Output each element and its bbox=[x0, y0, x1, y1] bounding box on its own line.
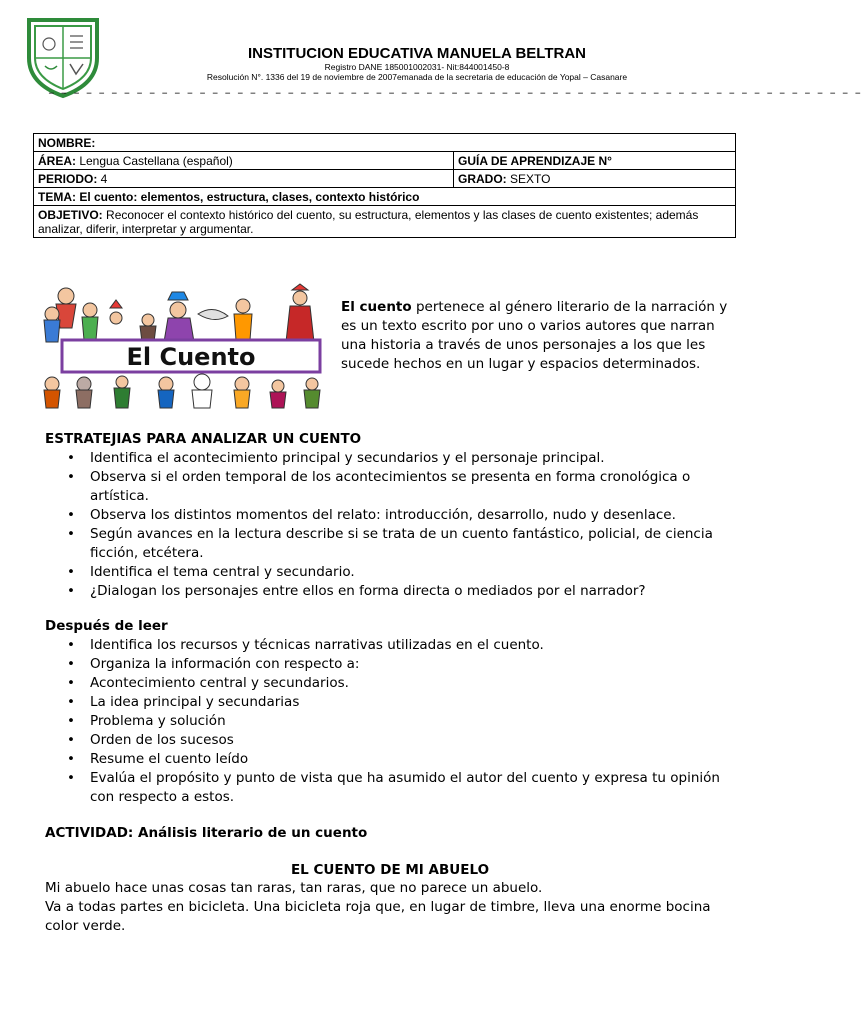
row-objetivo bbox=[34, 206, 736, 238]
bullet-icon: • bbox=[67, 713, 75, 729]
nombre-cell[interactable] bbox=[34, 134, 736, 152]
nombre-label: NOMBRE: bbox=[38, 136, 96, 150]
story-title: EL CUENTO DE MI ABUELO bbox=[290, 862, 490, 878]
row-nombre bbox=[34, 134, 736, 152]
resolution-line: Resolución N°. 1336 del 19 de noviembre de 2007emanada de la secretaria de educación de Yopal – Casanare bbox=[206, 72, 628, 82]
list-item: • Orden de los sucesos bbox=[67, 732, 234, 748]
list-item: • Observa si el orden temporal de los acontecimientos se presenta en forma cronológica o artística. bbox=[67, 469, 691, 504]
list-item: • Resume el cuento leído bbox=[67, 751, 249, 767]
character-figures bbox=[44, 284, 314, 342]
guia-label: GUÍA DE APRENDIZAJE N° bbox=[458, 154, 612, 168]
student-info-table bbox=[33, 133, 736, 238]
bullet-icon: • bbox=[67, 564, 75, 580]
list-item: • Según avances en la lectura describe si se trata de un cuento fantástico, policial, de ciencia ficción, etcétera. bbox=[67, 526, 713, 561]
grado-label: GRADO: bbox=[458, 172, 507, 186]
bullet-icon: • bbox=[67, 469, 75, 485]
story-paragraph: Mi abuelo hace unas cosas tan raras, tan raras, que no parece un abuelo. bbox=[45, 880, 543, 896]
story-paragraph: Va a todas partes en bicicleta. Una bicicleta roja que, en lugar de timbre, lleva una enorme bocina color verde. bbox=[45, 899, 711, 934]
tema-value: El cuento: elementos, estructura, clases, contexto histórico bbox=[76, 190, 420, 204]
tema-label: TEMA: bbox=[38, 190, 76, 204]
objetivo-label: OBJETIVO: bbox=[38, 208, 103, 222]
institution-name: INSTITUCION EDUCATIVA MANUELA BELTRAN bbox=[247, 45, 587, 62]
list-item: • Observa los distintos momentos del relato: introducción, desarrollo, nudo y desenlace. bbox=[67, 507, 676, 523]
row-area bbox=[34, 152, 736, 170]
bullet-icon: • bbox=[67, 656, 75, 672]
bullet-icon: • bbox=[67, 675, 75, 691]
bullet-icon: • bbox=[67, 732, 75, 748]
guia-cell bbox=[454, 152, 736, 170]
row-periodo bbox=[34, 170, 736, 188]
tema-cell bbox=[34, 188, 736, 206]
story-body bbox=[45, 879, 735, 936]
bullet-icon: • bbox=[67, 637, 75, 653]
strategies-section bbox=[45, 430, 735, 601]
list-item: • Organiza la información con respecto a: bbox=[67, 656, 360, 672]
periodo-label: PERIODO: bbox=[38, 172, 98, 186]
after-reading-list bbox=[45, 636, 735, 807]
bullet-icon: • bbox=[67, 526, 75, 542]
grado-cell bbox=[454, 170, 736, 188]
list-item: • La idea principal y secundarias bbox=[67, 694, 300, 710]
bullet-icon: • bbox=[67, 507, 75, 523]
list-item: • Problema y solución bbox=[67, 713, 226, 729]
bullet-icon: • bbox=[67, 583, 75, 599]
objetivo-value: Reconocer el contexto histórico del cuento, su estructura, elementos y las clases de cuento existentes; además analizar, diferir, interpretar y argumentar. bbox=[38, 208, 699, 236]
grado-value: SEXTO bbox=[506, 172, 551, 186]
list-item: • Identifica los recursos y técnicas narrativas utilizadas en el cuento. bbox=[67, 637, 544, 653]
objetivo-cell bbox=[34, 206, 736, 238]
list-item: • ¿Dialogan los personajes entre ellos en forma directa o mediados por el narrador? bbox=[67, 583, 646, 599]
after-reading-section bbox=[45, 617, 735, 807]
bullet-icon: • bbox=[67, 770, 75, 786]
after-reading-heading: Después de leer bbox=[45, 618, 168, 634]
list-item: • Acontecimiento central y secundarios. bbox=[67, 675, 349, 691]
cuento-definition-term: El cuento bbox=[341, 299, 412, 315]
bullet-icon: • bbox=[67, 450, 75, 466]
area-value: Lengua Castellana (español) bbox=[76, 154, 233, 168]
strategies-heading: ESTRATEJIAS PARA ANALIZAR UN CUENTO bbox=[45, 431, 362, 447]
activity-heading: ACTIVIDAD: Análisis literario de un cuento bbox=[45, 825, 368, 841]
bullet-icon: • bbox=[67, 751, 75, 767]
periodo-cell bbox=[34, 170, 454, 188]
area-cell bbox=[34, 152, 454, 170]
dashed-separator: – – – – – – – – – – – – – – – – – – – – – – – – – – – – – – – – – – – – – – – – – – – – – – – – – – – – – – – – – – – – – – – – – bbox=[48, 88, 861, 100]
el-cuento-illustration bbox=[38, 284, 328, 412]
strategies-list bbox=[45, 449, 735, 601]
list-item: • Identifica el tema central y secundario. bbox=[67, 564, 355, 580]
periodo-value: 4 bbox=[97, 172, 108, 186]
registry-line: Registro DANE 185001002031- Nit:844001450-8 bbox=[324, 62, 510, 72]
row-tema bbox=[34, 188, 736, 206]
el-cuento-banner-text: El Cuento bbox=[126, 343, 256, 371]
cuento-definition bbox=[341, 298, 731, 374]
area-label: ÁREA: bbox=[38, 154, 76, 168]
list-item: • Identifica el acontecimiento principal y secundarios y el personaje principal. bbox=[67, 450, 605, 466]
school-crest-logo bbox=[25, 14, 101, 98]
list-item: • Evalúa el propósito y punto de vista que ha asumido el autor del cuento y expresa tu opinión con respecto a estos. bbox=[67, 770, 720, 805]
bullet-icon: • bbox=[67, 694, 75, 710]
cuento-definition-text: pertenece al género literario de la narración y es un texto escrito por uno o varios autores que narran una historia a través de unos personajes a los que les sucede hechos en un lugar y espacios determinados. bbox=[341, 299, 728, 372]
